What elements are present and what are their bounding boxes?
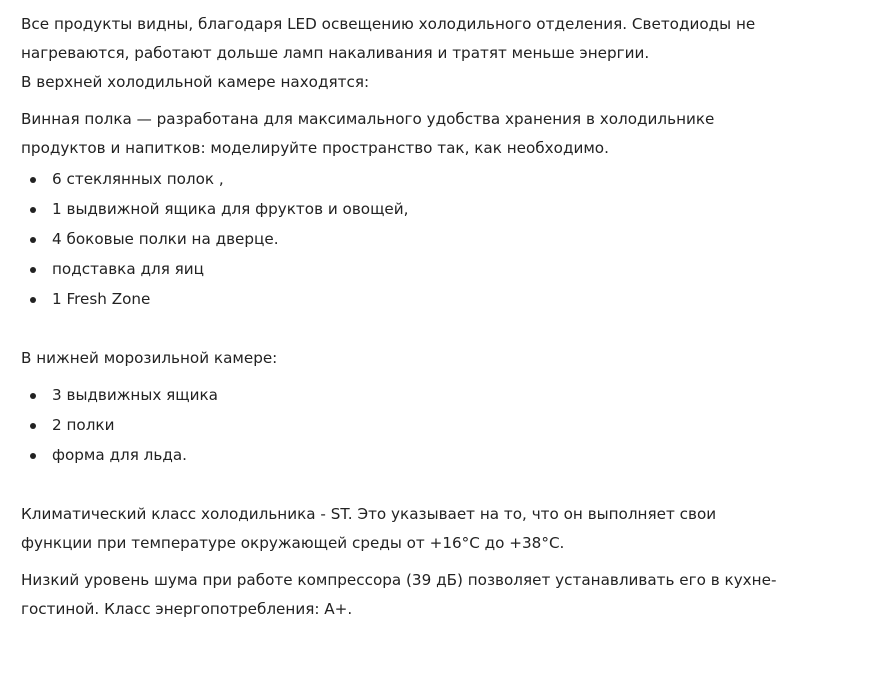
led-paragraph [21,10,887,97]
list-item: 4 боковые полки на дверце. [28,225,887,254]
list-item: 2 полки [28,411,887,440]
noise-line-2: гостиной. Класс энергопотребления: А+. [21,600,353,618]
list-item: форма для льда. [28,441,887,470]
climate-line-2: функции при температуре окружающей среды от +16°C до +38°C. [21,534,565,552]
wine-shelf-paragraph [21,105,887,163]
wine-shelf-line-1: Винная полка — разработана для максимального удобства хранения в холодильнике [21,110,715,128]
list-item: 3 выдвижных ящика [28,381,887,410]
lower-chamber-intro: В нижней морозильной камере: [21,349,278,367]
lower-chamber-list [21,381,887,470]
list-item: 1 Fresh Zone [28,285,887,314]
noise-paragraph [21,566,887,624]
list-item: подставка для яиц [28,255,887,284]
list-item: 1 выдвижной ящика для фруктов и овощей, [28,195,887,224]
climate-class-paragraph [21,500,887,558]
wine-shelf-line-2: продуктов и напитков: моделируйте пространство так, как необходимо. [21,139,609,157]
led-paragraph-line-2: нагреваются, работают дольше ламп накаливания и тратят меньше энергии. [21,44,650,62]
led-paragraph-line-1: Все продукты видны, благодаря LED освещению холодильного отделения. Светодиоды не [21,15,756,33]
upper-chamber-intro: В верхней холодильной камере находятся: [21,73,370,91]
climate-line-1: Климатический класс холодильника - ST. Это указывает на то, что он выполняет свои [21,505,717,523]
noise-line-1: Низкий уровень шума при работе компрессора (39 дБ) позволяет устанавливать его в кухне- [21,571,777,589]
list-item: 6 стеклянных полок , [28,165,887,194]
upper-chamber-list [21,165,887,314]
